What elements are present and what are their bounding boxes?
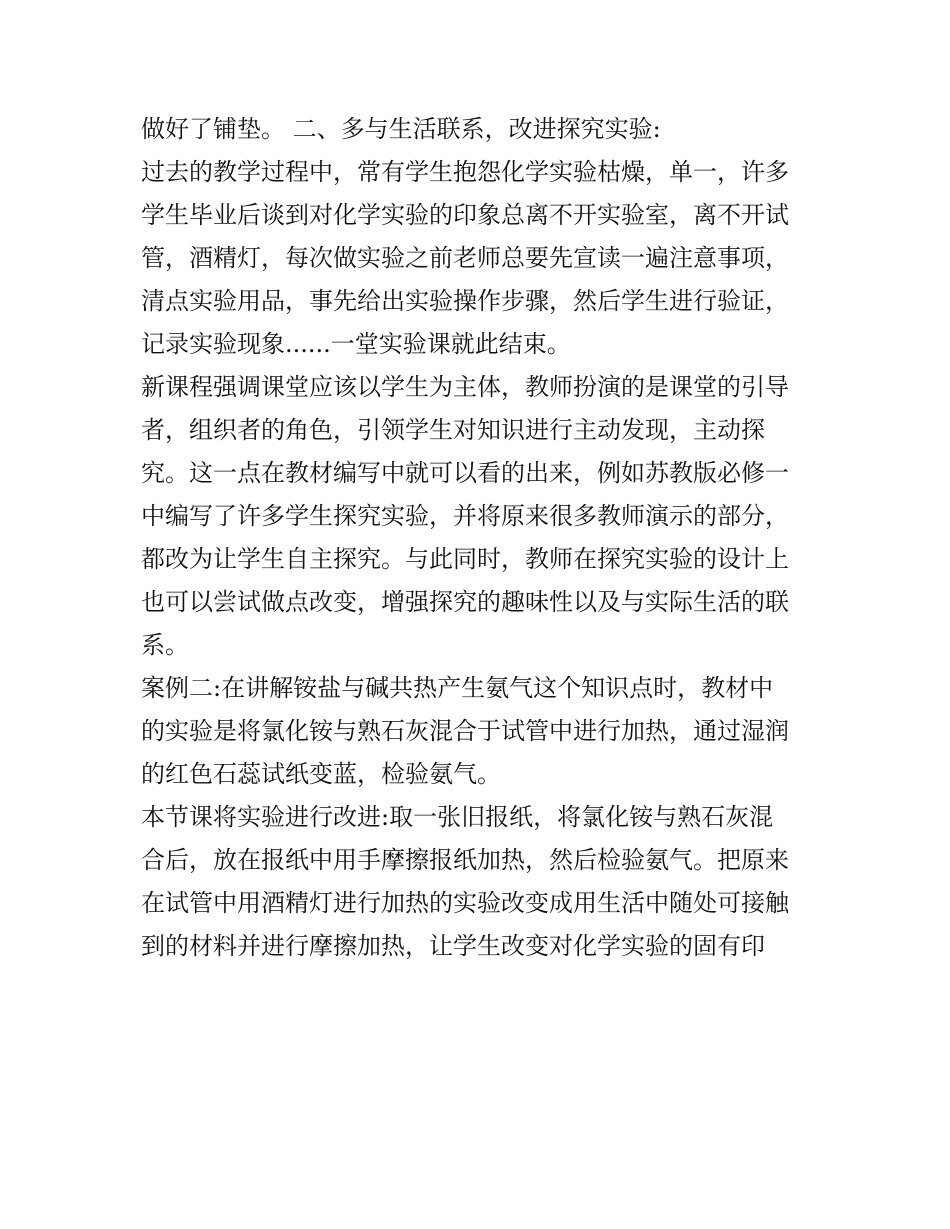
text-line: 到的材料并进行摩擦加热，让学生改变对化学实验的固有印 bbox=[141, 932, 765, 960]
body-text bbox=[141, 108, 821, 968]
text-line: 也可以尝试做点改变，增强探究的趣味性以及与实际生活的联 bbox=[141, 588, 789, 616]
text-line: 合后，放在报纸中用手摩擦报纸加热，然后检验氨气。把原来 bbox=[141, 846, 789, 874]
text-line: 究。这一点在教材编写中就可以看的出来，例如苏教版必修一 bbox=[141, 459, 789, 487]
text-line: 学生毕业后谈到对化学实验的印象总离不开实验室，离不开试 bbox=[141, 201, 789, 229]
text-line: 者，组织者的角色，引领学生对知识进行主动发现，主动探 bbox=[141, 416, 765, 444]
text-line: 都改为让学生自主探究。与此同时，教师在探究实验的设计上 bbox=[141, 545, 789, 573]
text-line: 在试管中用酒精灯进行加热的实验改变成用生活中随处可接触 bbox=[141, 889, 789, 917]
text-line: 的红色石蕊试纸变蓝，检验氨气。 bbox=[141, 760, 501, 788]
text-line: 过去的教学过程中，常有学生抱怨化学实验枯燥，单一，许多 bbox=[141, 158, 789, 186]
text-line: 记录实验现象......一堂实验课就此结束。 bbox=[141, 330, 571, 358]
text-line: 清点实验用品，事先给出实验操作步骤，然后学生进行验证， bbox=[141, 287, 789, 315]
text-line: 管，酒精灯，每次做实验之前老师总要先宣读一遍注意事项， bbox=[141, 244, 789, 272]
text-line: 做好了铺垫。 二、多与生活联系，改进探究实验: bbox=[141, 115, 661, 143]
text-line: 案例二:在讲解铵盐与碱共热产生氨气这个知识点时，教材中 bbox=[141, 674, 774, 702]
text-line: 中编写了许多学生探究实验，并将原来很多教师演示的部分， bbox=[141, 502, 789, 530]
text-line: 的实验是将氯化铵与熟石灰混合于试管中进行加热，通过湿润 bbox=[141, 717, 789, 745]
text-line: 系。 bbox=[141, 631, 189, 659]
text-line: 本节课将实验进行改进:取一张旧报纸，将氯化铵与熟石灰混 bbox=[141, 803, 774, 831]
text-line: 新课程强调课堂应该以学生为主体，教师扮演的是课堂的引导 bbox=[141, 373, 789, 401]
